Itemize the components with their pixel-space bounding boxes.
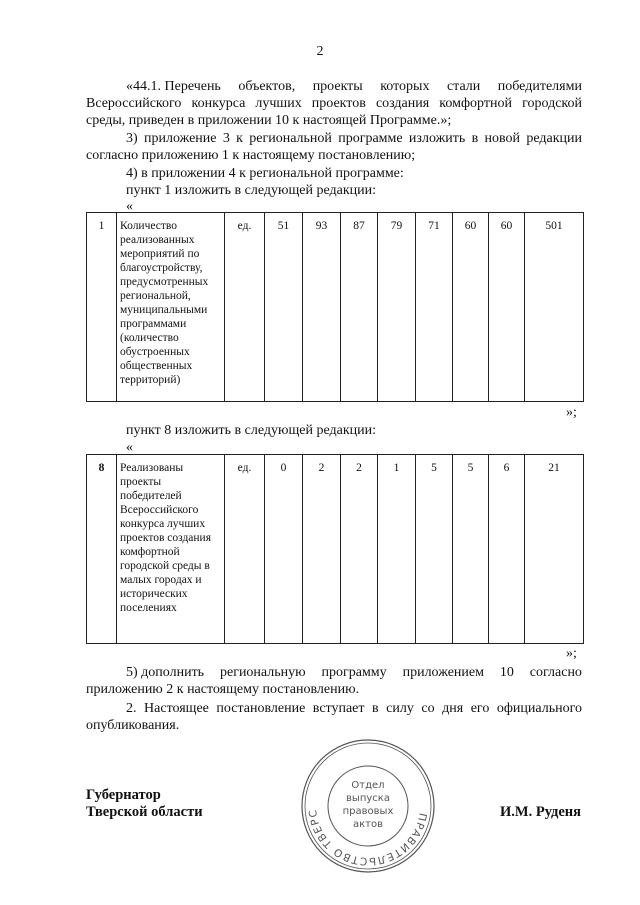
value-cell: 5: [453, 455, 489, 644]
total-cell: 501: [525, 213, 584, 402]
item-3-line-1: 3) приложение 3 к региональной программе изложить в новой редакции: [126, 131, 582, 146]
item-5-word: региональную: [219, 665, 306, 680]
value-cell: 71: [416, 213, 453, 402]
value-cell: 2: [303, 455, 341, 644]
clause-2-line-2: опубликования.: [86, 718, 180, 733]
open-quote-1: «: [126, 199, 133, 214]
signatory-name: И.М. Руденя: [500, 804, 582, 820]
total-cell: 21: [525, 455, 584, 644]
value-cell: 51: [265, 213, 303, 402]
unit-cell: ед.: [225, 213, 265, 402]
open-quote-2: «: [126, 440, 133, 455]
value-cell: 2: [341, 455, 378, 644]
item-5-word: приложением: [402, 665, 484, 680]
point-1-intro: пункт 1 изложить в следующей редакции:: [126, 183, 376, 198]
value-cell: 60: [453, 213, 489, 402]
close-quote-2: »;: [566, 646, 577, 661]
indicator-table-1: [86, 212, 584, 402]
item-5-word: согласно: [529, 665, 582, 680]
item-5-word: 10: [499, 665, 514, 680]
value-cell: 79: [378, 213, 416, 402]
stamp-center-line: правовых: [342, 806, 394, 817]
value-cell: 1: [378, 455, 416, 644]
clause-2-line-1: 2. Настоящее постановление вступает в силу со дня его официального: [126, 701, 582, 716]
signatory-title: Губернатор: [86, 787, 161, 803]
item-5-line-1: [126, 664, 582, 681]
para-44-1-word: «44.1. Перечень: [126, 79, 221, 94]
item-5-line-2: приложению 2 к настоящему постановлению.: [86, 682, 360, 697]
value-cell: 5: [416, 455, 453, 644]
item-4: 4) в приложении 4 к региональной программе:: [126, 166, 404, 181]
value-cell: 0: [265, 455, 303, 644]
signatory-region: Тверской области: [86, 804, 203, 820]
stamp-center-line: Отдел: [351, 780, 385, 791]
official-stamp: [300, 738, 436, 874]
value-cell: 6: [489, 455, 525, 644]
para-44-1-line-1: [126, 78, 582, 95]
item-5-word: программу: [321, 665, 387, 680]
close-quote-1: »;: [566, 405, 577, 420]
page-number: 2: [316, 44, 324, 59]
indicator-description: Реализованы проекты победителей Всероссийского конкурса лучших проектов создания комфортной городской среды в малых городах и исторических поселениях: [117, 455, 225, 644]
indicator-description: Количество реализованных мероприятий по благоустройству, предусмотренных региональной, муниципальными программами (количество обустроенных общественных территорий): [117, 213, 225, 402]
para-44-1-word: которых: [380, 79, 430, 94]
para-44-1-word: объектов,: [238, 79, 296, 94]
value-cell: 60: [489, 213, 525, 402]
row-number: 8: [87, 455, 117, 644]
table-row: [87, 455, 584, 644]
para-44-1-line-2: Всероссийского конкурса лучших проектов создания комфортной городской: [86, 96, 582, 111]
stamp-seal-icon: [300, 738, 436, 874]
para-44-1-word: проекты: [312, 79, 363, 94]
value-cell: 87: [341, 213, 378, 402]
stamp-ring-text: ПРАВИТЕЛЬСТВО ТВЕРС: [306, 808, 429, 868]
stamp-center-line: выпуска: [346, 793, 390, 804]
value-cell: 93: [303, 213, 341, 402]
para-44-1-line-3: среды, приведен в приложении 10 к настоящей Программе.»;: [86, 113, 452, 128]
point-8-intro: пункт 8 изложить в следующей редакции:: [126, 423, 376, 438]
para-44-1-word: стали: [446, 79, 481, 94]
stamp-center-line: актов: [352, 819, 384, 830]
indicator-table-2: [86, 454, 584, 644]
item-3-line-2: согласно приложению 1 к настоящему постановлению;: [86, 148, 416, 163]
item-5-word: 5) дополнить: [126, 665, 205, 680]
row-number: 1: [87, 213, 117, 402]
para-44-1-word: победителями: [497, 79, 582, 94]
unit-cell: ед.: [225, 455, 265, 644]
table-row: [87, 213, 584, 402]
